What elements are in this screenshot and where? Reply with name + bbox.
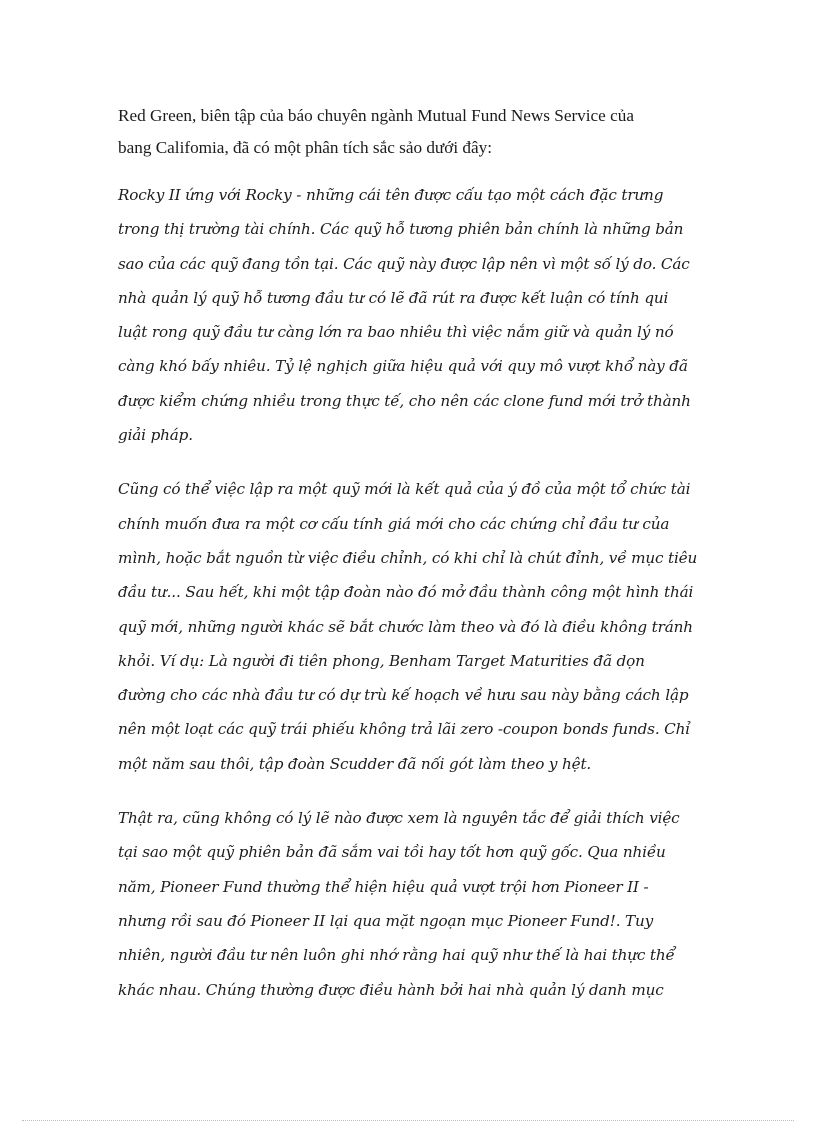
page-bottom-divider xyxy=(22,1120,794,1121)
text-line: mình, hoặc bắt nguồn từ việc điều chỉnh, có khi chỉ là chút đỉnh, về mục tiêu xyxy=(118,548,698,567)
text-line: đầu tư... Sau hết, khi một tập đoàn nào đó mở đầu thành công một hình thái xyxy=(118,583,694,602)
text-line: Cũng có thể việc lập ra một quỹ mới là kết quả của ý đồ của một tổ chức tài xyxy=(118,480,691,499)
text-line: Red Green, biên tập của báo chuyên ngành Mutual Fund News Service của xyxy=(118,106,634,125)
text-line: đường cho các nhà đầu tư có dự trù kế hoạch về hưu sau này bằng cách lập xyxy=(118,686,689,705)
document-body xyxy=(118,100,703,1027)
paragraph-new-fund-reasons xyxy=(118,472,703,781)
text-line: tại sao một quỹ phiên bản đã sắm vai tồi hay tốt hơn quỹ gốc. Qua nhiều xyxy=(118,843,666,862)
text-line: Thật ra, cũng không có lý lẽ nào được xem là nguyên tắc để giải thích việc xyxy=(118,809,680,828)
text-line: luật rong quỹ đầu tư càng lớn ra bao nhiêu thì việc nắm giữ và quản lý nó xyxy=(118,323,674,342)
text-line: một năm sau thôi, tập đoàn Scudder đã nối gót làm theo y hệt. xyxy=(118,754,592,773)
text-line: nhưng rồi sau đó Pioneer II lại qua mặt ngoạn mục Pioneer Fund!. Tuy xyxy=(118,911,654,930)
text-line: sao của các quỹ đang tồn tại. Các quỹ này được lập nên vì một số lý do. Các xyxy=(118,254,690,273)
text-line: Rocky II ứng với Rocky - những cái tên được cấu tạo một cách đặc trưng xyxy=(118,186,664,204)
text-line: năm, Pioneer Fund thường thể hiện hiệu quả vượt trội hơn Pioneer II - xyxy=(118,877,649,896)
text-line: bang Califomia, đã có một phân tích sắc sảo dưới đây: xyxy=(118,138,492,157)
paragraph-clone-funds xyxy=(118,178,703,452)
text-line: càng khó bấy nhiêu. Tỷ lệ nghịch giữa hiệu quả với quy mô vượt khổ này đã xyxy=(118,357,688,376)
intro-paragraph xyxy=(118,100,703,164)
text-line: chính muốn đưa ra một cơ cấu tính giá mới cho các chứng chỉ đầu tư của xyxy=(118,514,670,533)
text-line: giải pháp. xyxy=(118,426,193,445)
paragraph-pioneer-funds xyxy=(118,801,703,1007)
text-line: nhiên, người đầu tư nên luôn ghi nhớ rằng hai quỹ như thế là hai thực thể xyxy=(118,946,675,965)
text-line: quỹ mới, những người khác sẽ bắt chước làm theo và đó là điều không tránh xyxy=(118,617,693,636)
text-line: trong thị trường tài chính. Các quỹ hỗ tương phiên bản chính là những bản xyxy=(118,220,684,239)
text-line: nên một loạt các quỹ trái phiếu không trả lãi zero -coupon bonds funds. Chỉ xyxy=(118,720,690,739)
text-line: khác nhau. Chúng thường được điều hành bởi hai nhà quản lý danh mục xyxy=(118,980,664,999)
text-line: khỏi. Ví dụ: Là người đi tiên phong, Benham Target Maturities đã dọn xyxy=(118,651,645,670)
text-line: nhà quản lý quỹ hỗ tương đầu tư có lẽ đã rút ra được kết luận có tính qui xyxy=(118,288,669,307)
text-line: được kiểm chứng nhiều trong thực tế, cho nên các clone fund mới trở thành xyxy=(118,391,691,410)
